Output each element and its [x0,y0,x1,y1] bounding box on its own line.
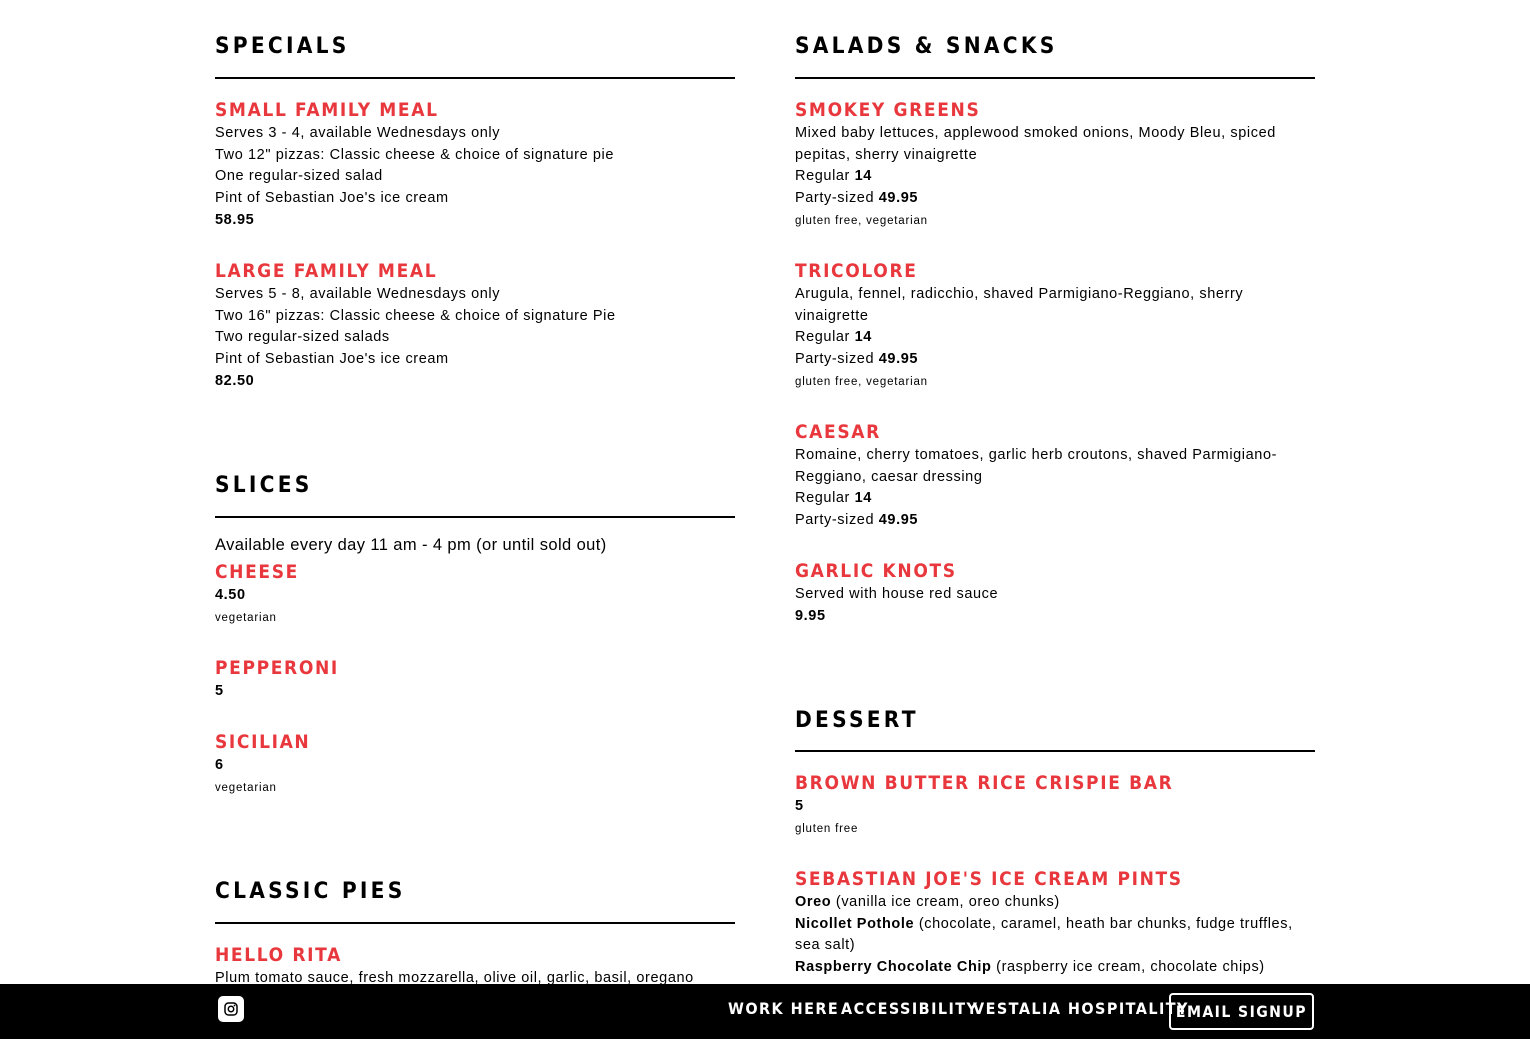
instagram-icon [224,1002,238,1016]
item-name: SMOKEY GREENS [795,99,981,121]
site-footer [0,984,1530,1039]
item-description-line: Pint of Sebastian Joe's ice cream [215,351,449,368]
item-tags: vegetarian [215,611,277,624]
item-name: GARLIC KNOTS [795,560,957,582]
regular-price-row [795,166,1315,188]
item-name: CAESAR [795,421,881,443]
flavor-name: Oreo [795,894,832,910]
footer-link-accessibility[interactable]: ACCESSIBILITY [841,999,979,1018]
dessert-title: DESSERT [795,708,919,733]
party-label: Party-sized [795,190,875,207]
classic-pies-section [215,875,735,909]
flavor-detail: (vanilla ice cream, oreo chunks) [835,894,1060,910]
pie-hello-rita [215,942,735,984]
item-price: 58.95 [215,211,255,228]
dessert-section [795,704,1315,738]
slices-availability: Available every day 11 am - 4 pm (or until sold out) [215,536,607,554]
salads-snacks-section [795,30,1315,64]
slice-cheese [215,559,735,629]
item-description-line: Serves 5 - 8, available Wednesdays only [215,286,501,302]
slices-section [215,469,735,503]
specials-divider [215,77,735,79]
special-small-family-meal [215,97,735,232]
regular-price-row [795,327,1315,349]
footer-link-vestalia-hospitality[interactable]: VESTALIA HOSPITALITY [973,999,1189,1018]
item-description-line: Arugula, fennel, radicchio, shaved Parmigiano-Reggiano, sherry [795,286,1244,302]
flavor-name: Nicollet Pothole [795,915,915,932]
salads-snacks-title: SALADS & SNACKS [795,34,1058,59]
item-name: BROWN BUTTER RICE CRISPIE BAR [795,772,1174,794]
dessert-divider [795,750,1315,752]
item-price: 4.50 [215,587,246,603]
item-name: SEBASTIAN JOE'S ICE CREAM PINTS [795,868,1183,890]
regular-label: Regular [795,168,850,185]
flavor-detail: (raspberry ice cream, chocolate chips) [996,959,1265,976]
flavor-detail: (chocolate, caramel, heath bar chunks, fudge truffles, [918,915,1293,932]
party-label: Party-sized [795,512,875,529]
special-large-family-meal [215,258,735,393]
footer-link-work-here[interactable]: WORK HERE [728,999,840,1018]
item-description-line: Served with house red sauce [795,586,999,602]
item-price: 5 [215,683,224,699]
flavor-name: Raspberry Chocolate Chip [795,959,992,976]
salad-caesar [795,419,1315,532]
slice-pepperoni [215,655,735,703]
party-label: Party-sized [795,351,875,368]
item-price: 82.50 [215,372,255,389]
item-description-line: Serves 3 - 4, available Wednesdays only [215,125,501,141]
item-name: PEPPERONI [215,657,339,679]
item-description-line: Mixed baby lettuces, applewood smoked onions, Moody Bleu, spiced [795,125,1276,141]
party-price-row [795,510,1315,532]
flavor-detail-continued: sea salt) [795,937,856,954]
regular-price: 14 [854,168,872,185]
party-price: 49.95 [878,190,919,207]
flavor-oreo [795,892,1315,914]
specials-section [215,30,735,64]
item-description-line: Pint of Sebastian Joe's ice cream [215,190,449,207]
flavor-raspberry-chocolate-chip [795,957,1315,979]
item-price: 5 [795,798,804,814]
item-tags: vegetarian [215,781,277,794]
flavor-nicollet-pothole [795,914,1315,936]
item-tags: gluten free [795,822,859,835]
regular-price-row [795,488,1315,510]
party-price-row [795,188,1315,210]
salad-tricolore [795,258,1315,393]
item-name: HELLO RITA [215,944,342,966]
slice-sicilian [215,729,735,799]
dessert-rice-crispie-bar [795,770,1315,840]
party-price: 49.95 [878,512,919,529]
item-tags: gluten free, vegetarian [795,214,928,227]
regular-price: 14 [854,490,872,507]
item-description-line: Plum tomato sauce, fresh mozzarella, olive oil, garlic, basil, oregano [215,970,694,984]
item-description-line: Reggiano, caesar dressing [795,468,983,485]
item-name: SICILIAN [215,731,311,753]
item-description-line: Two 12" pizzas: Classic cheese & choice of signature pie [215,146,615,163]
item-description-line: vinaigrette [795,307,869,324]
email-signup-label: EMAIL SIGNUP [1175,1002,1308,1021]
item-description-line: pepitas, sherry vinaigrette [795,146,978,163]
classic-pies-title: CLASSIC PIES [215,879,406,904]
item-description-line: Two regular-sized salads [215,329,390,346]
specials-title: SPECIALS [215,34,350,59]
email-signup-button[interactable] [1169,993,1314,1030]
salads-snacks-divider [795,77,1315,79]
regular-price: 14 [854,329,872,346]
snack-garlic-knots [795,558,1315,627]
item-name: LARGE FAMILY MEAL [215,260,438,282]
item-name: SMALL FAMILY MEAL [215,99,439,121]
party-price: 49.95 [878,351,919,368]
item-tags: gluten free, vegetarian [795,375,928,388]
regular-label: Regular [795,329,850,346]
item-name: CHEESE [215,561,299,583]
dessert-ice-cream-pints [795,866,1315,979]
item-description-line: Two 16" pizzas: Classic cheese & choice of signature Pie [215,307,616,324]
regular-label: Regular [795,490,850,507]
item-price: 9.95 [795,607,826,624]
item-description-line: One regular-sized salad [215,168,383,185]
slices-title: SLICES [215,473,313,498]
instagram-link[interactable] [218,996,244,1022]
party-price-row [795,349,1315,371]
item-name: TRICOLORE [795,260,918,282]
slices-divider [215,516,735,518]
classic-pies-divider [215,922,735,924]
item-description-line: Romaine, cherry tomatoes, garlic herb croutons, shaved Parmigiano- [795,447,1278,463]
item-price: 6 [215,757,224,773]
salad-smokey-greens [795,97,1315,232]
